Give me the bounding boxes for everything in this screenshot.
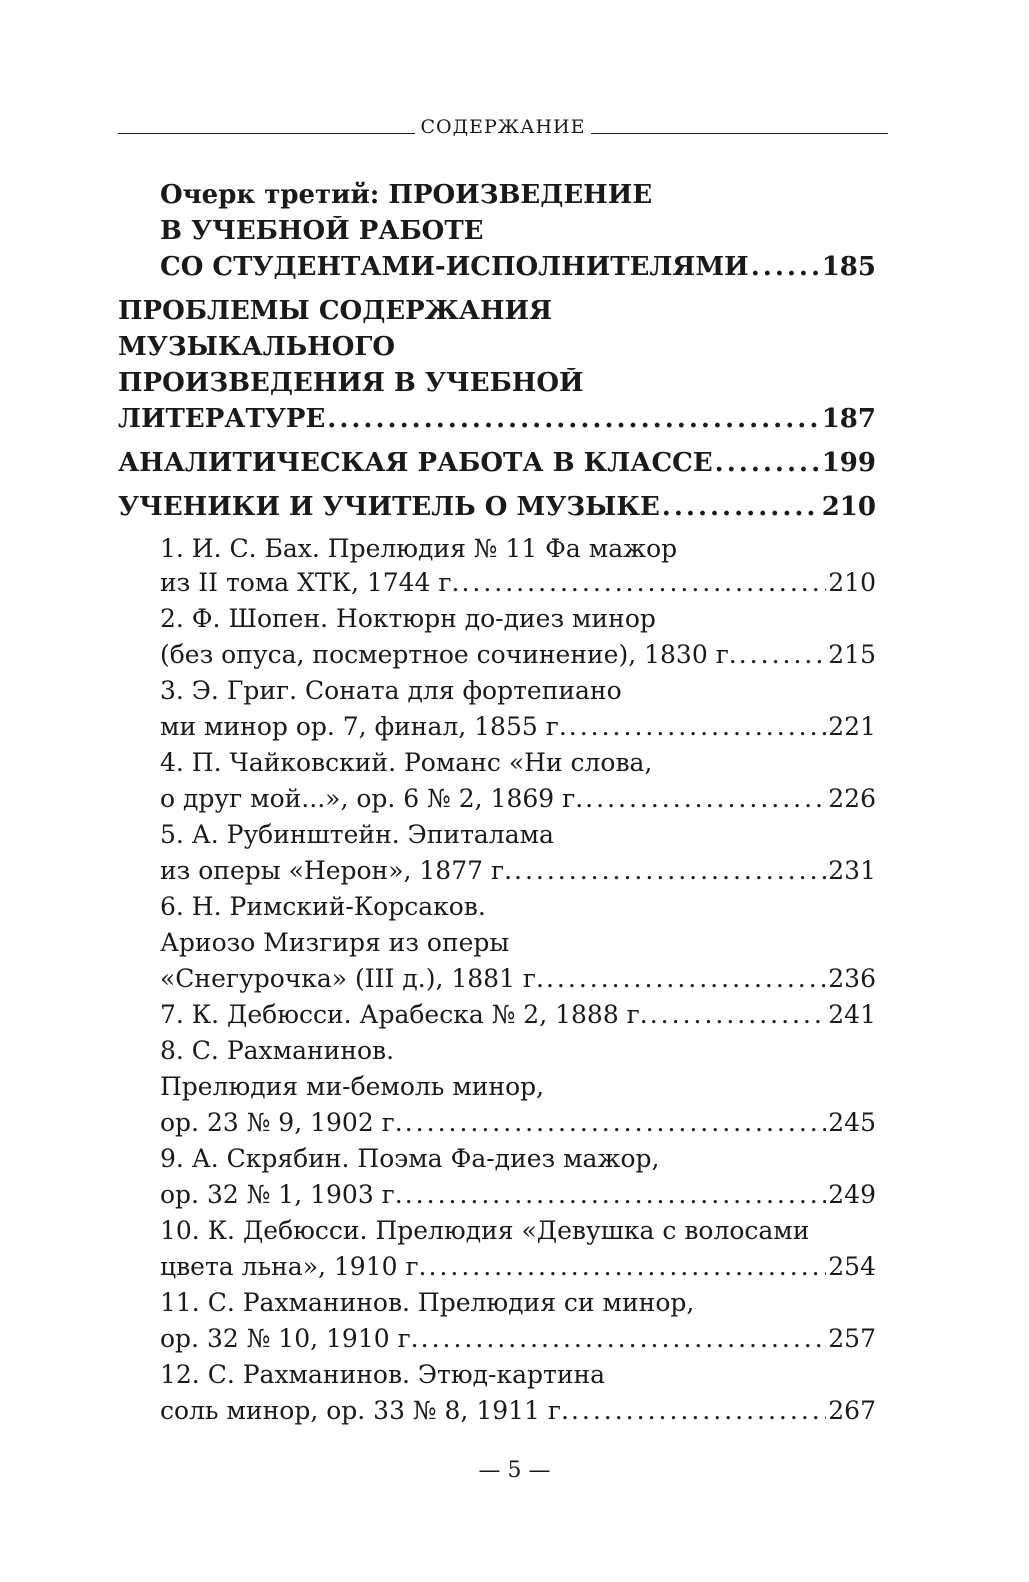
toc-entry-8-line3: ор. 23 № 9, 1902 г. ..... 245: [160, 1108, 876, 1137]
toc-entry-2-line2: (без опуса, посмертное сочинение), 1830 г. ..... 215: [160, 640, 876, 669]
page-number: 245: [828, 1108, 876, 1137]
toc-entry-3-line2: ми минор ор. 7, финал, 1855 г. ..... 221: [160, 712, 876, 741]
leader-dots: [405, 1108, 827, 1137]
toc-essay3-line1: Очерк третий: ПРОИЗВЕДЕНИЕ: [160, 180, 653, 210]
leader-dots: [514, 856, 826, 885]
toc-entry-6-line3: «Снегурочка» (III д.), 1881 г. ..... 236: [160, 964, 876, 993]
leader-dots: [546, 964, 826, 993]
toc-entry-7: 7. К. Дебюсси. Арабеска № 2, 1888 г. ..... 241: [160, 1000, 876, 1029]
page-number: 187: [821, 404, 876, 434]
footer-dash-right: —: [528, 1458, 551, 1483]
toc-entry-3-line1: 3. Э. Григ. Соната для фортепиано: [160, 676, 622, 705]
leader-dots: [585, 784, 826, 813]
toc-essay3-line3: СО СТУДЕНТАМИ-ИСПОЛНИТЕЛЯМИ ..... 185: [160, 252, 876, 282]
toc-entry-11-line1: 11. С. Рахманинов. Прелюдия си минор,: [160, 1288, 695, 1317]
leader-dots: [662, 492, 820, 522]
toc-entry-5-line2: из оперы «Нерон», 1877 г. ..... 231: [160, 856, 876, 885]
toc-entry-10-line1: 10. К. Дебюсси. Прелюдия «Девушка с волосами: [160, 1216, 810, 1245]
page-number: 231: [828, 856, 876, 885]
page-number: 199: [821, 448, 876, 478]
leader-dots: [569, 712, 827, 741]
toc-entry-12-line1: 12. С. Рахманинов. Этюд-картина: [160, 1360, 606, 1389]
page-number: 226: [828, 784, 876, 813]
leader-dots: [429, 1252, 827, 1281]
page-number: 236: [828, 964, 876, 993]
toc-entry-1-line1: 1. И. С. Бах. Прелюдия № 11 Фа мажор: [160, 534, 678, 563]
leader-dots: [739, 640, 827, 669]
toc-problems-line1: ПРОБЛЕМЫ СОДЕРЖАНИЯ: [118, 296, 553, 326]
page-number: 257: [828, 1324, 876, 1353]
leader-dots: [751, 252, 820, 282]
leader-dots: [461, 568, 826, 597]
page-number: 267: [828, 1396, 876, 1425]
toc-entry-10-line2: цвета льна», 1910 г. ..... 254: [160, 1252, 876, 1281]
page-number: 185: [821, 252, 876, 282]
toc-entry-8-line1: 8. С. Рахманинов.: [160, 1036, 395, 1065]
toc-entry-9-line1: 9. А. Скрябин. Поэма Фа-диез мажор,: [160, 1144, 660, 1173]
toc-entry-6-line1: 6. Н. Римский-Корсаков.: [160, 892, 486, 921]
toc-entry-8-line2: Прелюдия ми-бемоль минор,: [160, 1072, 545, 1101]
page-footer: [0, 1458, 1029, 1483]
toc-entry-4-line1: 4. П. Чайковский. Романс «Ни слова,: [160, 748, 653, 777]
page-number: 210: [821, 492, 876, 522]
leader-dots: [421, 1324, 827, 1353]
page-number: 221: [828, 712, 876, 741]
toc-entry-11-line2: ор. 32 № 10, 1910 г. ..... 257: [160, 1324, 876, 1353]
toc-problems-line4: ЛИТЕРАТУРЕ ..... 187: [118, 404, 876, 434]
page-number: 215: [828, 640, 876, 669]
toc-problems-line3: ПРОИЗВЕДЕНИЯ В УЧЕБНОЙ: [118, 368, 584, 398]
toc-entry-12-line2: соль минор, ор. 33 № 8, 1911 г. ..... 267: [160, 1396, 876, 1425]
toc-analytic: АНАЛИТИЧЕСКАЯ РАБОТА В КЛАССЕ ..... 199: [118, 448, 876, 478]
leader-dots: [650, 1000, 827, 1029]
toc-problems-line2: МУЗЫКАЛЬНОГО: [118, 332, 395, 362]
toc-entry-1-line2: из II тома ХТК, 1744 г. ..... 210: [160, 568, 876, 597]
toc-entry-5-line1: 5. А. Рубинштейн. Эпиталама: [160, 820, 554, 849]
footer-dash-left: —: [478, 1458, 501, 1483]
leader-dots: [715, 448, 820, 478]
header-title: СОДЕРЖАНИЕ: [420, 116, 586, 138]
toc-entry-6-line2: Ариозо Мизгиря из оперы: [160, 928, 510, 957]
leader-dots: [571, 1396, 826, 1425]
page-number: 210: [828, 568, 876, 597]
toc-essay3-line2: В УЧЕБНОЙ РАБОТЕ: [160, 216, 484, 246]
page-number: 254: [828, 1252, 876, 1281]
toc-entry-2-line1: 2. Ф. Шопен. Ноктюрн до-диез минор: [160, 604, 656, 633]
page-number: 249: [828, 1180, 876, 1209]
leader-dots: [327, 404, 819, 434]
toc-entry-9-line2: ор. 32 № 1, 1903 г. ..... 249: [160, 1180, 876, 1209]
toc-entry-4-line2: о друг мой...», ор. 6 № 2, 1869 г. ..... 226: [160, 784, 876, 813]
footer-page-number: 5: [507, 1458, 522, 1483]
page-number: 241: [828, 1000, 876, 1029]
toc-pupils: УЧЕНИКИ И УЧИТЕЛЬ О МУЗЫКЕ ..... 210: [118, 492, 876, 522]
leader-dots: [405, 1180, 827, 1209]
